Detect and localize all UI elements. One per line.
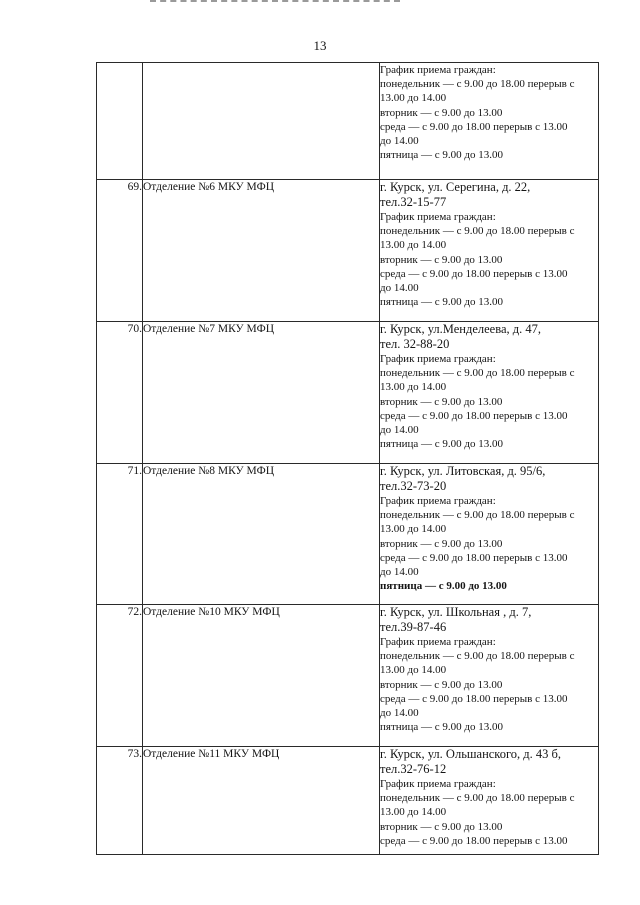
branch-address: г. Курск, ул. Литовская, д. 95/6, — [380, 464, 546, 478]
branch-phone: тел.39-87-46 — [380, 620, 447, 634]
row-number: 69. — [97, 180, 143, 322]
schedule-line: до 14.00 — [380, 707, 419, 720]
row-name-cell — [143, 63, 380, 180]
schedule-line: вторник — с 9.00 до 13.00 — [380, 395, 503, 408]
schedule-line: 13.00 до 14.00 — [380, 381, 447, 394]
schedule-line: вторник — с 9.00 до 13.00 — [380, 253, 503, 266]
schedule-line: 13.00 до 14.00 — [380, 664, 447, 677]
schedule-line: понедельник — с 9.00 до 18.00 перерыв с — [380, 792, 575, 805]
branch-phone: тел.32-15-77 — [380, 195, 447, 209]
schedule-title: График приема граждан: — [380, 495, 496, 507]
schedule-line: понедельник — с 9.00 до 18.00 перерыв с — [380, 225, 575, 238]
schedule-line: пятница — с 9.00 до 13.00 — [380, 296, 504, 309]
schedule-line: до 14.00 — [380, 135, 419, 148]
branch-name: Отделение №7 МКУ МФЦ — [143, 322, 380, 464]
schedule-line: 13.00 до 14.00 — [380, 806, 447, 819]
schedule-line: пятница — с 9.00 до 13.00 — [380, 438, 504, 451]
row-number-cell — [97, 63, 143, 180]
mfc-branches-table — [96, 62, 599, 855]
schedule-title: График приема граждан: — [380, 211, 496, 223]
schedule-line: понедельник — с 9.00 до 18.00 перерыв с — [380, 650, 575, 663]
schedule-line: среда — с 9.00 до 18.00 перерыв с 13.00 — [380, 267, 568, 280]
schedule-line: среда — с 9.00 до 18.00 перерыв с 13.00 — [380, 409, 568, 422]
schedule-line: вторник — с 9.00 до 13.00 — [380, 820, 503, 833]
table-row — [97, 322, 599, 464]
schedule-title: График приема граждан: — [380, 353, 496, 365]
branch-info — [380, 747, 599, 855]
page-number: 13 — [313, 38, 327, 53]
branch-info — [380, 464, 599, 605]
schedule-line: до 14.00 — [380, 566, 419, 579]
branch-info — [380, 322, 599, 464]
schedule-line: 13.00 до 14.00 — [380, 523, 447, 536]
branch-name: Отделение №8 МКУ МФЦ — [143, 464, 380, 605]
branch-name: Отделение №6 МКУ МФЦ — [143, 180, 380, 322]
schedule-line: вторник — с 9.00 до 13.00 — [380, 537, 503, 550]
table-row — [97, 605, 599, 747]
branch-phone: тел. 32-88-20 — [380, 337, 450, 351]
branch-address: г. Курск, ул. Ольшанского, д. 43 б, — [380, 747, 562, 761]
branch-phone: тел.32-73-20 — [380, 479, 447, 493]
schedule-line: среда — с 9.00 до 18.00 перерыв с 13.00 — [380, 120, 568, 133]
branch-address: г. Курск, ул.Менделеева, д. 47, — [380, 322, 541, 336]
branch-name: Отделение №11 МКУ МФЦ — [143, 747, 380, 855]
row-number: 70. — [97, 322, 143, 464]
row-number: 72. — [97, 605, 143, 747]
table-row — [97, 464, 599, 605]
schedule-line: среда — с 9.00 до 18.00 перерыв с 13.00 — [380, 834, 568, 847]
schedule-title: График приема граждан: — [380, 64, 496, 76]
scan-top-marks — [150, 0, 400, 8]
row-number: 73. — [97, 747, 143, 855]
schedule-line: 13.00 до 14.00 — [380, 239, 447, 252]
branch-info — [380, 605, 599, 747]
branch-address: г. Курск, ул. Серегина, д. 22, — [380, 180, 531, 194]
schedule-line: понедельник — с 9.00 до 18.00 перерыв с — [380, 78, 575, 91]
schedule-line: 13.00 до 14.00 — [380, 92, 447, 105]
schedule-line: вторник — с 9.00 до 13.00 — [380, 678, 503, 691]
schedule-line: понедельник — с 9.00 до 18.00 перерыв с — [380, 509, 575, 522]
branch-address: г. Курск, ул. Школьная , д. 7, — [380, 605, 532, 619]
schedule-line: пятница — с 9.00 до 13.00 — [380, 149, 504, 162]
schedule-line: до 14.00 — [380, 424, 419, 437]
row-info-cell — [380, 63, 599, 180]
branch-info — [380, 180, 599, 322]
schedule-line: среда — с 9.00 до 18.00 перерыв с 13.00 — [380, 551, 568, 564]
table-row — [97, 747, 599, 855]
row-number: 71. — [97, 464, 143, 605]
schedule-line: пятница — с 9.00 до 13.00 — [380, 721, 504, 734]
schedule-line: до 14.00 — [380, 282, 419, 295]
branch-name: Отделение №10 МКУ МФЦ — [143, 605, 380, 747]
schedule-line: вторник — с 9.00 до 13.00 — [380, 106, 503, 119]
table-row — [97, 180, 599, 322]
table-row-continuation — [97, 63, 599, 180]
schedule-title: График приема граждан: — [380, 636, 496, 648]
schedule-title: График приема граждан: — [380, 778, 496, 790]
schedule-line: пятница — с 9.00 до 13.00 — [380, 580, 507, 593]
branch-phone: тел.32-76-12 — [380, 762, 447, 776]
schedule-line: среда — с 9.00 до 18.00 перерыв с 13.00 — [380, 692, 568, 705]
schedule-line: понедельник — с 9.00 до 18.00 перерыв с — [380, 367, 575, 380]
